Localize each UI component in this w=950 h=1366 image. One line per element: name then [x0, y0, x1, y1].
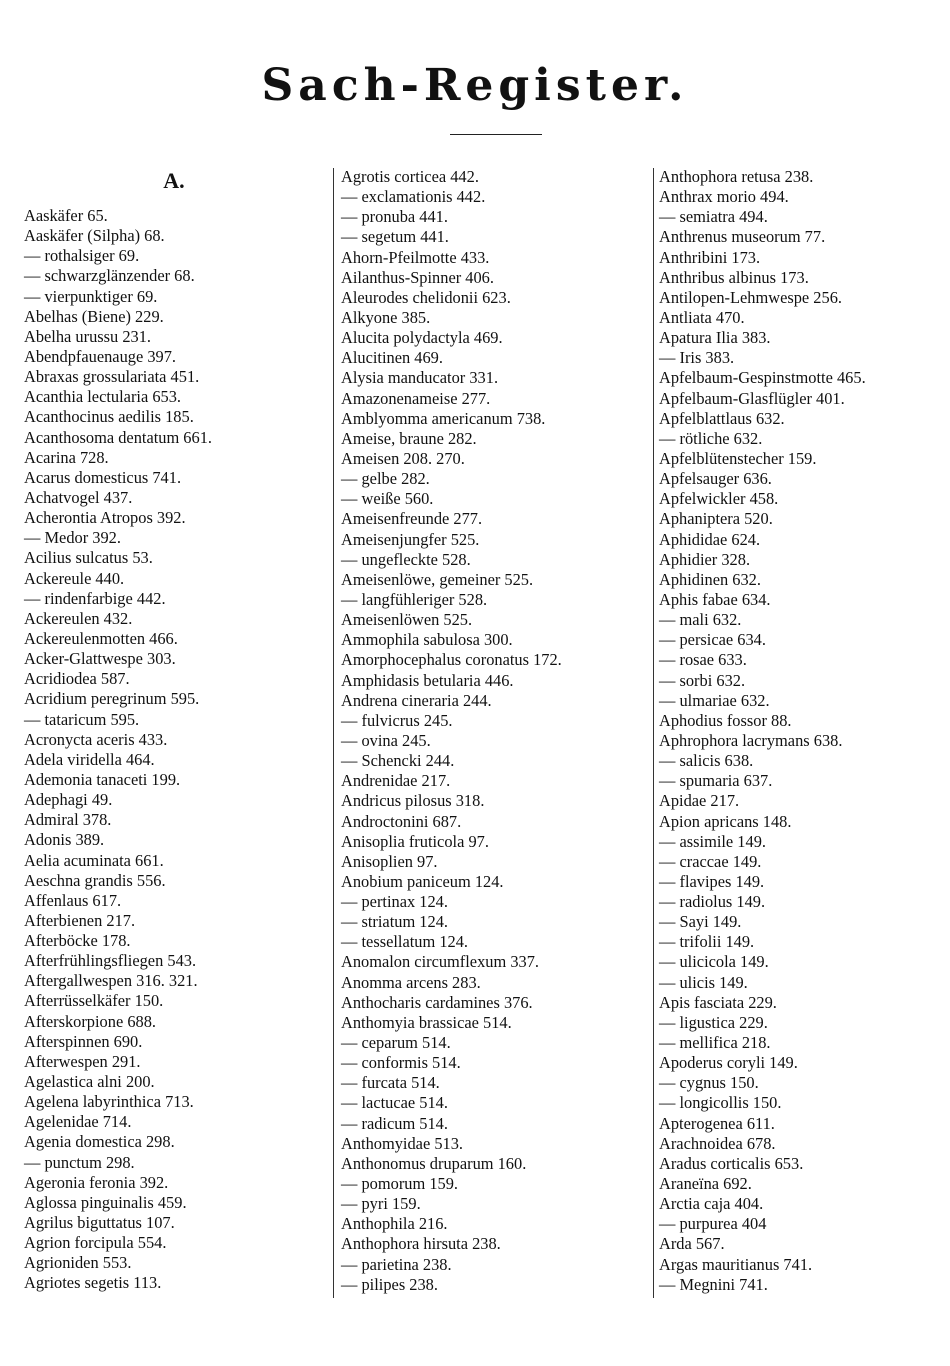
- index-entry: — furcata 514.: [341, 1073, 440, 1093]
- index-entry: — craccae 149.: [659, 851, 762, 871]
- index-entry: Ameisenfreunde 277.: [341, 509, 483, 529]
- index-entry: Apterogenea 611.: [659, 1113, 775, 1133]
- index-entry: Anthophila 216.: [341, 1214, 448, 1234]
- index-entry: Admiral 378.: [24, 810, 112, 830]
- index-entry: Alucitinen 469.: [341, 348, 443, 368]
- index-entry: — pomorum 159.: [341, 1174, 459, 1194]
- index-entry: Afterrüsselkäfer 150.: [24, 991, 164, 1011]
- index-entry: — pronuba 441.: [341, 207, 448, 227]
- index-entry: — ligustica 229.: [659, 1012, 768, 1032]
- index-entry: Abelhas (Biene) 229.: [24, 306, 164, 326]
- index-entry: — rindenfarbige 442.: [24, 588, 166, 608]
- index-entry: — Iris 383.: [659, 348, 735, 368]
- index-entry: — mellifica 218.: [659, 1033, 771, 1053]
- index-entry: — trifolii 149.: [659, 932, 755, 952]
- index-entry: Anthophora retusa 238.: [659, 167, 814, 186]
- index-entry: Apatura Ilia 383.: [659, 328, 771, 348]
- index-entry: Anthrenus museorum 77.: [659, 227, 826, 247]
- index-entry: Apion apricans 148.: [659, 811, 792, 831]
- index-entry: — salicis 638.: [659, 751, 754, 771]
- index-entry: Amazonenameise 277.: [341, 388, 491, 408]
- index-entry: Agelenidae 714.: [24, 1112, 132, 1132]
- index-entry: Arachnoidea 678.: [659, 1133, 776, 1153]
- index-entry: Anomalon circumflexum 337.: [341, 952, 540, 972]
- index-entry: — segetum 441.: [341, 227, 449, 247]
- index-entry: Adonis 389.: [24, 830, 105, 850]
- index-entry: — fulvicrus 245.: [341, 710, 453, 730]
- index-entry: Ameisenlöwe, gemeiner 525.: [341, 569, 534, 589]
- index-entry: Afterskorpione 688.: [24, 1011, 157, 1031]
- index-entry: — exclamationis 442.: [341, 187, 486, 207]
- index-entry: — radicum 514.: [341, 1113, 448, 1133]
- index-entry: Abelha urussu 231.: [24, 326, 152, 346]
- index-entry: Anthomyidae 513.: [341, 1133, 464, 1153]
- page-title: Sach-Register.: [261, 60, 689, 111]
- index-entry: — rothalsiger 69.: [24, 246, 140, 266]
- index-entry: — pyri 159.: [341, 1194, 421, 1214]
- index-entry: Anobium paniceum 124.: [341, 871, 504, 891]
- index-entry: Acker-Glattwespe 303.: [24, 649, 176, 669]
- index-column-3: [659, 167, 949, 1295]
- index-entry: Acherontia Atropos 392.: [24, 508, 186, 528]
- index-entry: Afterbienen 217.: [24, 910, 136, 930]
- index-entry: Ademonia tanaceti 199.: [24, 769, 181, 789]
- index-entry: — Sayi 149.: [659, 912, 742, 932]
- index-entry: Araneïna 692.: [659, 1174, 752, 1194]
- index-entry: — parietina 238.: [341, 1254, 452, 1274]
- index-entry: Anthocharis cardamines 376.: [341, 992, 533, 1012]
- index-entry: — langfühleriger 528.: [341, 589, 488, 609]
- index-entry: Anthribus albinus 173.: [659, 267, 809, 287]
- index-entry: Ackereule 440.: [24, 568, 125, 588]
- index-entry: Afterfrühlingsfliegen 543.: [24, 951, 197, 971]
- index-entry: Ailanthus-Spinner 406.: [341, 267, 494, 287]
- index-entry: Acanthia lectularia 653.: [24, 387, 182, 407]
- index-entry: Andrena cineraria 244.: [341, 690, 492, 710]
- index-entry: Agriotes segetis 113.: [24, 1273, 162, 1293]
- index-entry: Abraxas grossulariata 451.: [24, 367, 200, 387]
- index-entry: — ulicicola 149.: [659, 952, 769, 972]
- index-entry: Adela viridella 464.: [24, 749, 155, 769]
- index-entry: — ovina 245.: [341, 730, 431, 750]
- index-entry: Apfelwickler 458.: [659, 489, 779, 509]
- index-entry: Apfelbaum-Glasflügler 401.: [659, 388, 845, 408]
- index-entry: Anisoplia fruticola 97.: [341, 831, 489, 851]
- index-entry: Ageronia feronia 392.: [24, 1172, 169, 1192]
- index-entry: Aphididae 624.: [659, 529, 761, 549]
- index-entry: Ameise, braune 282.: [341, 428, 477, 448]
- index-entry: Aeschna grandis 556.: [24, 870, 166, 890]
- index-entry: Acridiodea 587.: [24, 669, 130, 689]
- index-entry: Acanthosoma dentatum 661.: [24, 427, 212, 447]
- index-entry: — semiatra 494.: [659, 207, 768, 227]
- index-entry: Anthonomus druparum 160.: [341, 1153, 527, 1173]
- index-entry: — assimile 149.: [659, 831, 766, 851]
- index-entry: Apfelblattlaus 632.: [659, 408, 785, 428]
- index-entry: Acridium peregrinum 595.: [24, 689, 200, 709]
- index-entry: Aphrophora lacrymans 638.: [659, 730, 843, 750]
- index-entry: Apfelsauger 636.: [659, 469, 772, 489]
- index-entry: Aaskäfer 65.: [24, 206, 108, 225]
- index-entry: Aphidier 328.: [659, 549, 751, 569]
- index-entry: Alkyone 385.: [341, 307, 431, 327]
- index-entry: Andrenidae 217.: [341, 771, 451, 791]
- index-entry: Acanthocinus aedilis 185.: [24, 407, 194, 427]
- index-entry: Ammophila sabulosa 300.: [341, 630, 513, 650]
- index-entry: — gelbe 282.: [341, 469, 430, 489]
- entry-list: [24, 206, 324, 1294]
- index-entry: Agrioniden 553.: [24, 1253, 132, 1273]
- index-entry: — mali 632.: [659, 610, 742, 630]
- index-entry: Aglossa pinguinalis 459.: [24, 1192, 187, 1212]
- index-entry: Androctonini 687.: [341, 811, 462, 831]
- index-entry: — persicae 634.: [659, 630, 766, 650]
- index-entry: Aphodius fossor 88.: [659, 710, 792, 730]
- index-entry: — vierpunktiger 69.: [24, 286, 158, 306]
- index-entry: Apidae 217.: [659, 791, 740, 811]
- index-entry: Apoderus coryli 149.: [659, 1053, 798, 1073]
- index-entry: — sorbi 632.: [659, 670, 746, 690]
- index-entry: Agelastica alni 200.: [24, 1072, 155, 1092]
- index-entry: — Schencki 244.: [341, 751, 455, 771]
- index-entry: — radiolus 149.: [659, 892, 766, 912]
- index-entry: Acilius sulcatus 53.: [24, 548, 153, 568]
- index-entry: Ameisenjungfer 525.: [341, 529, 480, 549]
- index-entry: — flavipes 149.: [659, 871, 765, 891]
- index-entry: Aleurodes chelidonii 623.: [341, 287, 511, 307]
- index-entry: Aradus corticalis 653.: [659, 1153, 804, 1173]
- index-entry: Antilopen-Lehmwespe 256.: [659, 287, 842, 307]
- index-entry: Arda 567.: [659, 1234, 725, 1254]
- index-entry: Afterwespen 291.: [24, 1051, 141, 1071]
- column-divider: [653, 168, 654, 1298]
- index-entry: Achatvogel 437.: [24, 487, 133, 507]
- index-entry: Anomma arcens 283.: [341, 972, 481, 992]
- index-entry: Alysia manducator 331.: [341, 368, 499, 388]
- index-entry: — cygnus 150.: [659, 1073, 759, 1093]
- index-entry: Alucita polydactyla 469.: [341, 328, 503, 348]
- index-entry: — Medor 392.: [24, 528, 121, 548]
- index-entry: Anthrax morio 494.: [659, 187, 789, 207]
- index-entry: Abendpfauenauge 397.: [24, 346, 177, 366]
- index-entry: — striatum 124.: [341, 912, 448, 932]
- index-entry: — ungefleckte 528.: [341, 549, 471, 569]
- index-entry: Agrion forcipula 554.: [24, 1233, 167, 1253]
- index-entry: Apis fasciata 229.: [659, 992, 777, 1012]
- column-divider: [333, 168, 334, 1298]
- index-entry: Amorphocephalus coronatus 172.: [341, 650, 562, 670]
- index-entry: Antliata 470.: [659, 307, 745, 327]
- index-entry: Agrotis corticea 442.: [341, 167, 479, 186]
- index-entry: Anisoplien 97.: [341, 851, 438, 871]
- index-entry: Ahorn-Pfeilmotte 433.: [341, 247, 490, 267]
- index-entry: — ulmariae 632.: [659, 690, 770, 710]
- index-entry: Acarus domesticus 741.: [24, 467, 182, 487]
- index-entry: — lactucae 514.: [341, 1093, 448, 1113]
- index-column-2: [341, 167, 651, 1295]
- title-rule: [450, 134, 542, 135]
- index-entry: Arctia caja 404.: [659, 1194, 764, 1214]
- index-entry: Andricus pilosus 318.: [341, 791, 485, 811]
- index-entry: — punctum 298.: [24, 1152, 135, 1172]
- index-entry: Aelia acuminata 661.: [24, 850, 164, 870]
- index-entry: Adephagi 49.: [24, 790, 113, 810]
- index-entry: Agenia domestica 298.: [24, 1132, 175, 1152]
- index-entry: — rosae 633.: [659, 650, 747, 670]
- index-entry: Amphidasis betularia 446.: [341, 670, 514, 690]
- index-entry: Afterböcke 178.: [24, 931, 131, 951]
- index-entry: Acarina 728.: [24, 447, 109, 467]
- entry-list: [341, 167, 651, 1295]
- index-entry: — Megnini 741.: [659, 1274, 768, 1294]
- index-entry: Amblyomma americanum 738.: [341, 408, 546, 428]
- index-entry: Affenlaus 617.: [24, 890, 122, 910]
- index-entry: Agrilus biguttatus 107.: [24, 1213, 175, 1233]
- index-entry: Apfelbaum-Gespinstmotte 465.: [659, 368, 866, 388]
- index-entry: Anthomyia brassicae 514.: [341, 1012, 512, 1032]
- index-entry: — pertinax 124.: [341, 892, 448, 912]
- index-entry: — tataricum 595.: [24, 709, 140, 729]
- index-entry: Agelena labyrinthica 713.: [24, 1092, 194, 1112]
- index-entry: — schwarzglänzender 68.: [24, 266, 195, 286]
- index-entry: Ameisenlöwen 525.: [341, 610, 473, 630]
- index-entry: Acronycta aceris 433.: [24, 729, 168, 749]
- index-entry: — rötliche 632.: [659, 428, 763, 448]
- index-entry: — ulicis 149.: [659, 972, 748, 992]
- index-column-1: [24, 166, 324, 1294]
- index-entry: — purpurea 404: [659, 1214, 767, 1234]
- index-entry: — pilipes 238.: [341, 1274, 438, 1294]
- index-entry: Ackereulenmotten 466.: [24, 628, 178, 648]
- index-entry: — conformis 514.: [341, 1053, 461, 1073]
- index-entry: Aphaniptera 520.: [659, 509, 773, 529]
- index-entry: — weiße 560.: [341, 489, 434, 509]
- index-entry: Argas mauritianus 741.: [659, 1254, 813, 1274]
- index-entry: Anthophora hirsuta 238.: [341, 1234, 501, 1254]
- index-entry: Aphis fabae 634.: [659, 589, 771, 609]
- index-entry: — tessellatum 124.: [341, 932, 469, 952]
- index-entry: — ceparum 514.: [341, 1033, 451, 1053]
- index-entry: — spumaria 637.: [659, 771, 773, 791]
- index-entry: Ameisen 208. 270.: [341, 448, 465, 468]
- entry-list: [659, 167, 949, 1295]
- index-entry: Aftergallwespen 316. 321.: [24, 971, 198, 991]
- index-entry: Apfelblütenstecher 159.: [659, 448, 817, 468]
- index-entry: Afterspinnen 690.: [24, 1031, 143, 1051]
- index-entry: Aaskäfer (Silpha) 68.: [24, 226, 165, 246]
- index-entry: Aphidinen 632.: [659, 569, 761, 589]
- index-entry: — longicollis 150.: [659, 1093, 782, 1113]
- index-entry: Anthribini 173.: [659, 247, 761, 267]
- index-entry: Ackereulen 432.: [24, 608, 133, 628]
- section-heading: A.: [163, 168, 185, 193]
